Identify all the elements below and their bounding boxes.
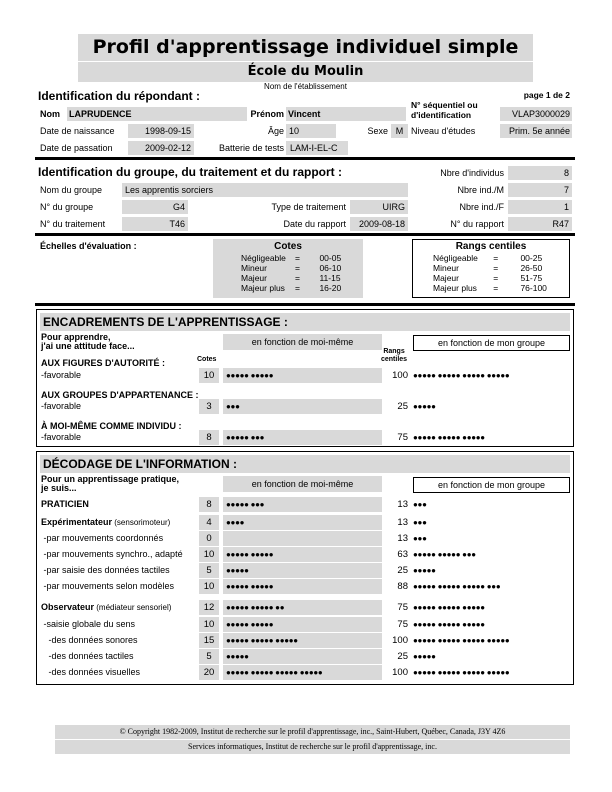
score-dots: ●●●●● ●●●●● ●● xyxy=(223,600,382,615)
score-value: 10 xyxy=(199,547,219,562)
decodage-lead: Pour un apprentissage pratique, je suis... xyxy=(41,474,180,493)
score-value: 4 xyxy=(199,515,219,530)
percentile-dots: ●●● xyxy=(413,500,427,509)
row-label: Expérimentateur (sensorimoteur) xyxy=(41,517,171,527)
passation-label: Date de passation xyxy=(40,143,113,153)
row-label: -saisie globale du sens xyxy=(41,619,136,629)
table-row xyxy=(37,579,573,594)
percentile-dots: ●●●●● ●●●●● ●●●●● ●●● xyxy=(413,582,501,591)
row-label: -par saisie des données tactiles xyxy=(41,565,170,575)
school-name: École du Moulin xyxy=(78,62,533,82)
percentile-value: 75 xyxy=(397,602,408,613)
nom-field: LAPRUDENCE xyxy=(67,107,247,121)
percentile-value: 100 xyxy=(392,667,408,678)
percentile-dots: ●●●●● ●●●●● ●●●●● ●●●●● xyxy=(413,371,510,380)
scale-row: Majeur plus = 76-100 xyxy=(433,283,547,293)
row-label: -par mouvements coordonnés xyxy=(41,533,164,543)
nbre-individus-label: Nbre d'individus xyxy=(440,168,504,178)
scales-section-title: Échelles d'évaluation : xyxy=(40,241,137,251)
percentile-value: 13 xyxy=(397,533,408,544)
divider xyxy=(35,233,575,236)
score-dots: ●●●●● ●●●●● ●●●●● xyxy=(223,633,382,648)
score-dots: ●●●●● xyxy=(223,563,382,578)
row-label: Observateur (médiateur sensoriel) xyxy=(41,602,172,612)
nbre-f-field: 1 xyxy=(508,200,572,214)
score-dots: ●●●●● ●●●●● xyxy=(223,547,382,562)
percentile-value: 100 xyxy=(392,370,408,381)
encadrements-lead: Pour apprendre, j'ai une attitude face... xyxy=(41,332,135,351)
date-rapport-label: Date du rapport xyxy=(283,219,346,229)
row-label: -par mouvements synchro., adapté xyxy=(41,549,183,559)
table-row xyxy=(37,515,573,530)
scale-row: Majeur = 11-15 xyxy=(241,273,341,283)
row-label: -des données visuelles xyxy=(41,667,141,677)
school-name-caption: Nom de l'établissement xyxy=(264,82,347,91)
scale-row: Majeur = 51-75 xyxy=(433,273,543,283)
document-title: Profil d'apprentissage individuel simple xyxy=(78,34,533,61)
nbre-individus-field: 8 xyxy=(508,166,572,180)
prenom-label: Prénom xyxy=(250,109,284,119)
no-groupe-field: G4 xyxy=(122,200,188,214)
score-dots: ●●●●● ●●● xyxy=(223,497,382,512)
row-label: -favorable xyxy=(41,370,82,380)
percentile-value: 25 xyxy=(397,565,408,576)
services-line: Services informatiques, Institut de recherche sur le profil d'apprentissage, inc. xyxy=(55,740,570,754)
percentile-dots: ●●● xyxy=(413,534,427,543)
percentile-value: 13 xyxy=(397,517,408,528)
percentile-value: 25 xyxy=(397,401,408,412)
respondent-section-title: Identification du répondant : xyxy=(38,89,200,103)
score-dots: ●●●●● xyxy=(223,649,382,664)
percentile-value: 75 xyxy=(397,432,408,443)
row-label: PRATICIEN xyxy=(41,499,89,509)
age-field: 10 xyxy=(286,124,336,138)
percentile-dots: ●●●●● xyxy=(413,566,436,575)
score-dots: ●●●●● ●●● xyxy=(223,430,382,445)
score-dots xyxy=(223,531,382,546)
percentile-dots: ●●●●● ●●●●● ●●●●● xyxy=(413,433,485,442)
table-row xyxy=(37,600,573,615)
batterie-field: LAM-I-EL-C xyxy=(286,141,348,155)
no-groupe-label: N° du groupe xyxy=(40,202,94,212)
scale-row: Mineur = 26-50 xyxy=(433,263,543,273)
percentile-value: 88 xyxy=(397,581,408,592)
score-value: 5 xyxy=(199,649,219,664)
table-row xyxy=(37,430,573,445)
score-value: 5 xyxy=(199,563,219,578)
score-dots: ●●●●● ●●●●● ●●●●● ●●●●● xyxy=(223,665,382,680)
score-dots: ●●●●● ●●●●● xyxy=(223,368,382,383)
percentile-dots: ●●●●● xyxy=(413,652,436,661)
nom-groupe-label: Nom du groupe xyxy=(40,185,103,195)
rangs-scale-box xyxy=(412,239,570,298)
table-row xyxy=(37,531,573,546)
self-header: en fonction de moi-même xyxy=(223,334,382,350)
cotes-scale-box xyxy=(213,239,363,298)
table-row xyxy=(37,633,573,648)
page-indicator: page 1 de 2 xyxy=(523,90,570,100)
score-value: 3 xyxy=(199,399,219,414)
decodage-title: DÉCODAGE DE L'INFORMATION : xyxy=(40,455,570,473)
percentile-dots: ●●● xyxy=(413,518,427,527)
score-value: 8 xyxy=(199,430,219,445)
row-label: -des données sonores xyxy=(41,635,138,645)
nbre-m-field: 7 xyxy=(508,183,572,197)
score-dots: ●●● xyxy=(223,399,382,414)
divider xyxy=(35,157,575,160)
row-label: -des données tactiles xyxy=(41,651,134,661)
scale-row: Majeur plus = 16-20 xyxy=(241,283,342,293)
category-title: AUX GROUPES D'APPARTENANCE : xyxy=(41,390,199,400)
type-traitement-field: UIRG xyxy=(350,200,408,214)
table-row xyxy=(37,649,573,664)
score-dots: ●●●●● ●●●●● xyxy=(223,579,382,594)
seq-label: N° séquentiel ou d'identification xyxy=(411,100,478,120)
percentile-value: 75 xyxy=(397,619,408,630)
score-value: 10 xyxy=(199,368,219,383)
scale-row: Mineur = 06-10 xyxy=(241,263,342,273)
row-label: -par mouvements selon modèles xyxy=(41,581,175,591)
percentile-dots: ●●●●● ●●●●● ●●●●● xyxy=(413,620,485,629)
sexe-field: M xyxy=(391,124,408,138)
naissance-field: 1998-09-15 xyxy=(128,124,194,138)
score-dots: ●●●● xyxy=(223,515,382,530)
divider xyxy=(35,303,575,306)
batterie-label: Batterie de tests xyxy=(218,143,284,153)
row-label: -favorable xyxy=(41,432,82,442)
score-value: 12 xyxy=(199,600,219,615)
group-header: en fonction de mon groupe xyxy=(413,477,570,493)
score-dots: ●●●●● ●●●●● xyxy=(223,617,382,632)
scale-row: Négligeable = 00-05 xyxy=(241,253,342,263)
cotes-scale-title: Cotes xyxy=(274,241,302,252)
percentile-dots: ●●●●● ●●●●● ●●● xyxy=(413,550,476,559)
self-header: en fonction de moi-même xyxy=(223,476,382,492)
nom-label: Nom xyxy=(40,109,60,119)
table-row xyxy=(37,563,573,578)
seq-field: VLAP3000029 xyxy=(500,107,572,121)
percentile-dots: ●●●●● xyxy=(413,402,436,411)
type-traitement-label: Type de traitement xyxy=(271,202,346,212)
percentile-dots: ●●●●● ●●●●● ●●●●● ●●●●● xyxy=(413,636,510,645)
passation-field: 2009-02-12 xyxy=(128,141,194,155)
group-header: en fonction de mon groupe xyxy=(413,335,570,351)
nbre-m-label: Nbre ind./M xyxy=(457,185,504,195)
percentile-value: 25 xyxy=(397,651,408,662)
rangs-scale-title: Rangs centiles xyxy=(455,241,527,252)
date-rapport-field: 2009-08-18 xyxy=(350,217,408,231)
category-title: AUX FIGURES D'AUTORITÉ : xyxy=(41,358,165,368)
score-value: 10 xyxy=(199,579,219,594)
cotes-column-label: Cotes xyxy=(197,356,217,363)
no-rapport-field: R47 xyxy=(508,217,572,231)
row-label: -favorable xyxy=(41,401,82,411)
nom-groupe-field: Les apprentis sorciers xyxy=(122,183,408,197)
decodage-section xyxy=(36,451,574,685)
no-rapport-label: N° du rapport xyxy=(450,219,504,229)
nbre-f-label: Nbre ind./F xyxy=(459,202,504,212)
prenom-field: Vincent xyxy=(286,107,406,121)
percentile-value: 63 xyxy=(397,549,408,560)
percentile-value: 100 xyxy=(392,635,408,646)
rangs-column-label: Rangs centiles xyxy=(381,348,408,363)
sexe-label: Sexe xyxy=(367,126,388,136)
score-value: 10 xyxy=(199,617,219,632)
table-row xyxy=(37,547,573,562)
percentile-dots: ●●●●● ●●●●● ●●●●● xyxy=(413,603,485,612)
table-row xyxy=(37,399,573,414)
table-row xyxy=(37,665,573,680)
percentile-dots: ●●●●● ●●●●● ●●●●● ●●●●● xyxy=(413,668,510,677)
scale-row: Négligeable = 00-25 xyxy=(433,253,543,263)
no-traitement-label: N° du traitement xyxy=(40,219,106,229)
copyright-line: © Copyright 1982-2009, Institut de recherche sur le profil d'apprentissage, inc., Saint-Hubert, Québec, Canada, J3Y 4Z6 xyxy=(55,725,570,739)
score-value: 0 xyxy=(199,531,219,546)
niveau-field: Prim. 5e année xyxy=(500,124,572,138)
table-row xyxy=(37,368,573,383)
age-label: Âge xyxy=(267,126,284,136)
score-value: 20 xyxy=(199,665,219,680)
category-title: À MOI-MÊME COMME INDIVIDU : xyxy=(41,421,182,431)
niveau-label: Niveau d'études xyxy=(411,126,476,136)
score-value: 8 xyxy=(199,497,219,512)
group-section-title: Identification du groupe, du traitement et du rapport : xyxy=(38,165,342,179)
table-row xyxy=(37,497,573,512)
encadrements-title: ENCADREMENTS DE L'APPRENTISSAGE : xyxy=(40,313,570,331)
table-row xyxy=(37,617,573,632)
naissance-label: Date de naissance xyxy=(40,126,115,136)
percentile-value: 13 xyxy=(397,499,408,510)
no-traitement-field: T46 xyxy=(122,217,188,231)
score-value: 15 xyxy=(199,633,219,648)
encadrements-section xyxy=(36,309,574,447)
